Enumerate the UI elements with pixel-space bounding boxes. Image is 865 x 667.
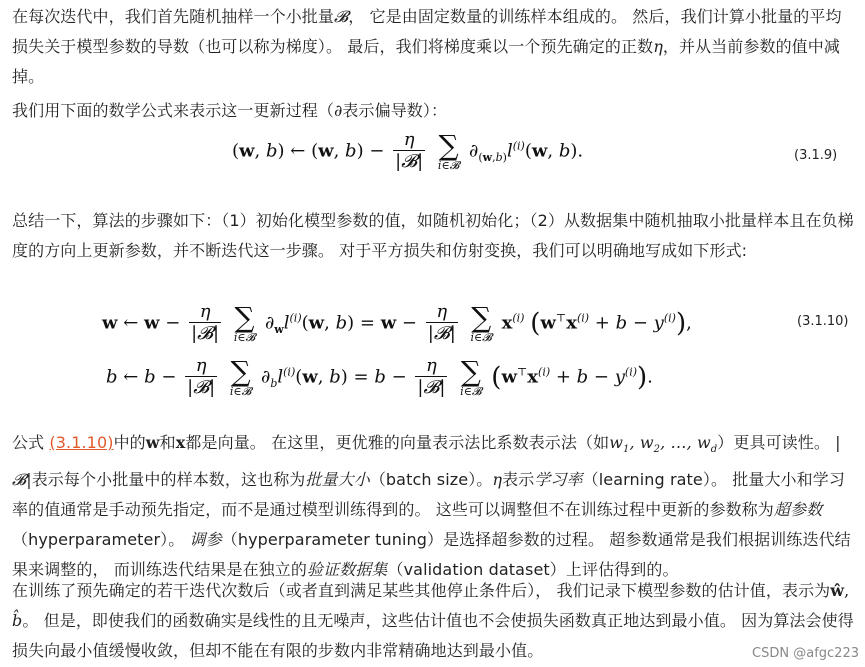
para4-text-9: （learning rate）。 批量大小和学习率的值通常是手动预先指定，而不是通过模型训练得到的。 这些可以调整但不在训练过程中更新的参数称为: [12, 470, 845, 520]
para4-text-7: （batch size）。: [369, 470, 493, 490]
para1-text-b: ， 它是由固定数量的训练样本组成的。 然后，我们计算小批量的平均损失关于模型参数的导数（也可以称为梯度）。 最后，我们将梯度乘以一个预先确定的正数: [12, 7, 842, 56]
paragraph-hyperparameters: [12, 428, 854, 585]
equation-3-1-10-line-b: b ← b − $\frac{\eta}{\text{|𝓑|}}$ ∑ i∈𝓑 $\partial_bl^{(i)}(w$, b) = b − $\frac{\eta}{\text{|𝓑|}}$ ∑ i∈𝓑 $(w^⊤x^{(i)} + b - y^{(i)})$.: [106, 354, 653, 398]
para5-text-1: 在训练了预先确定的若干迭代次数后（或者直到满足某些其他停止条件后）， 我们记录下模型参数的估计值，表示为: [12, 581, 831, 600]
para4-text-12: （validation dataset）上评估得到的。: [387, 560, 679, 580]
math-b-hat: b̂: [12, 611, 23, 630]
equation-link-3-1-10[interactable]: (3.1.10): [49, 433, 114, 452]
paragraph-estimates: 在训练了预先确定的若干迭代次数后（或者直到满足某些其他停止条件后）， 我们记录下模型参数的估计值，表示为ŵ, b̂。 但是，即使我们的函数确实是线性的且无噪声，这些估计值也不会使损失函数真正地达到最小值。 因为算法会使得损失向最小值缓慢收敛，但却不能在有限的步数内非常精确地达到最小值。: [12, 581, 854, 660]
para4-text-5: ）更具可读性。: [717, 433, 836, 452]
para1-text-a: 在每次迭代中，我们首先随机抽样一个小批量: [12, 7, 335, 26]
equation-number-3-1-10: (3.1.10): [797, 314, 849, 329]
math-eta-learning-rate: η: [492, 470, 503, 490]
term-batch-size: 批量大小: [305, 470, 370, 490]
math-minibatch-B: 𝓑: [334, 7, 349, 26]
para4-text-8: 表示: [502, 470, 535, 490]
para4-text-1: 公式: [12, 433, 50, 452]
equation-3-1-9: (w, b) ← (w, b) − $\frac{\eta}{\text{|𝓑|}}$ ∑ i∈𝓑 $\partial_{(w,b)}l^{(i)}(w$, b).: [232, 128, 584, 172]
para4-text-10: （hyperparameter）。: [12, 530, 190, 550]
para2-text-a: 我们用下面的数学公式来表示这一更新过程（: [12, 101, 335, 120]
para2-text-b: 表示偏导数）：: [342, 101, 448, 120]
math-coefficients: $w_1$, $w_2$, …, $w_d$: [609, 433, 718, 456]
math-eta: η: [653, 37, 663, 56]
math-batch-size: |𝓑|: [12, 433, 841, 490]
term-learning-rate: 学习率: [534, 470, 583, 490]
para4-text-11: （hyperparameter tuning）是选择超参数的过程。 超参数通常是我们根据训练迭代结果来调整的， 而训练迭代结果是在独立的: [12, 530, 851, 580]
para4-text-4: 都是向量。 在这里，更优雅的向量表示法比系数表示法（如: [185, 433, 610, 452]
equation-3-1-10-line-w: w ← w − $\frac{\eta}{\text{|𝓑|}}$ ∑ i∈𝓑 $\partial_wl^{(i)}(w$, b) = w − $\frac{\eta}{\text{|𝓑|}}$ ∑ i∈𝓑 $x^{(i)}$ $(w^⊤x^{(i)} + b - y^{(i)})$,: [102, 300, 692, 344]
para5-text-2: 。 但是，即使我们的函数确实是线性的且无噪声，这些估计值也不会使损失函数真正地达到最小值。 因为算法会使得损失向最小值缓慢收敛，但却不能在有限的步数内非常精确地达到最小值。: [12, 611, 854, 660]
paragraph-algorithm-steps: 总结一下，算法的步骤如下：（1）初始化模型参数的值，如随机初始化；（2）从数据集中随机抽取小批量样本且在负梯度的方向上更新参数，并不断迭代这一步骤。 对于平方损失和仿射变换，我们可以明确地写成如下形式:: [12, 211, 854, 260]
para4-text-6: 表示每个小批量中的样本数，这也称为: [31, 470, 306, 490]
paragraph-minibatch-intro: [12, 2, 854, 92]
math-vector-w: w: [145, 433, 160, 452]
math-vector-x: x: [175, 433, 186, 452]
math-w-hat: ŵ: [830, 581, 845, 600]
para1-text-c: ，并从当前参数的值中减掉。: [12, 37, 840, 86]
term-validation-dataset: 验证数据集: [307, 560, 388, 580]
math-partial: ∂: [334, 101, 343, 120]
term-hyperparameter: 超参数: [773, 500, 823, 520]
equation-number-3-1-9: (3.1.9): [794, 148, 838, 163]
para4-text-2: 中的: [113, 433, 146, 452]
para4-text-3: 和: [159, 433, 176, 452]
paragraph-update-intro: [12, 96, 854, 126]
csdn-watermark: CSDN @afgc223: [752, 646, 859, 661]
term-tuning: 调参: [189, 530, 222, 550]
